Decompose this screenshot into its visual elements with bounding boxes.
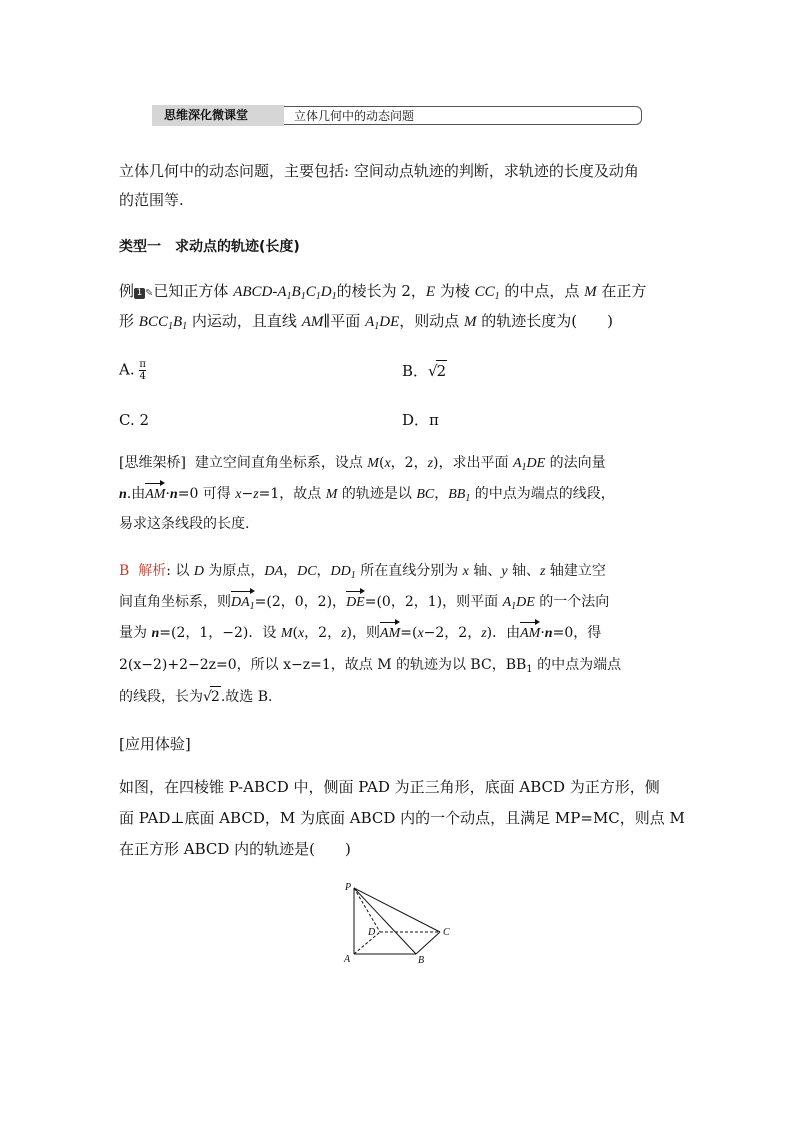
bridge-line-2: n.由AM·n=0 可得 x−z=1，故点 M 的轨迹是以 BC，$BB_1$ 的中点为端点的线段，: [119, 486, 615, 504]
example-line-2: 形 $BCC_1B_1$ 内运动，且直线 AM∥平面 $A_1DE$，则动点 M 的轨迹长度为( ): [119, 312, 613, 332]
practice-line-3: 在正方形 ABCD 内的轨迹是( ): [119, 840, 351, 858]
edge-AD: [354, 932, 380, 954]
option-d: D．π: [402, 411, 439, 429]
edge-BC: [416, 932, 440, 954]
solution-line-4: 2(x−2)+2−2z=0，所以 x−z=1，故点 M 的轨迹为以 BC，$BB_1$ 的中点为端点: [119, 657, 622, 675]
bridge-label: [思维架桥]: [119, 455, 186, 471]
pyramid-figure: [340, 878, 460, 966]
solution-line-5: 的线段，长为√2.故选 B.: [119, 686, 272, 707]
label-B: B: [418, 955, 425, 966]
practice-line-1: 如图，在四棱锥 P-ABCD 中，侧面 PAD 为正三角形，底面 ABCD 为正方形，侧: [119, 778, 660, 796]
solution-line-2: 间直角坐标系，则$DA_1=(2$，0，2)，DE=(0，2，1)，则平面 $A_1DE$ 的一个法向: [119, 594, 610, 612]
solution-line-3: 量为 n=(2，1，−2)．设 M(x，2，z)，则AM=(x−2，2，z)．由AM·n=0，得: [119, 623, 601, 644]
section-banner: [152, 105, 642, 126]
practice-label: [应用体验]: [119, 735, 191, 753]
option-b: B．√2: [402, 362, 447, 380]
label-C: C: [443, 927, 450, 938]
option-c: C. 2: [119, 411, 150, 429]
label-D: D: [368, 927, 376, 938]
edge-PB: [354, 888, 416, 954]
intro-line-1: 立体几何中的动态问题，主要包括: 空间动点轨迹的判断，求轨迹的长度及动角: [119, 162, 639, 180]
banner-subtitle: 立体几何中的动态问题: [284, 106, 642, 125]
banner-tag: 思维深化微课堂: [152, 105, 284, 126]
bridge-line-1: [思维架桥] 建立空间直角坐标系，设点 M(x，2，z)，求出平面 $A_1DE$ 的法向量: [119, 455, 606, 473]
solution-line-1: B 解析: 以 D 为原点，DA，DC，$DD_1$ 所在直线分别为 x 轴、y 轴、z 轴建立空: [119, 563, 606, 581]
type-heading: 类型一 求动点的轨迹(长度): [119, 239, 300, 255]
option-a: A. $\frac{\pi}{4}$: [119, 359, 146, 382]
example-number-badge: 1: [134, 288, 145, 299]
pen-icon: ✎: [145, 288, 154, 299]
example-label: 例: [119, 282, 135, 300]
intro-line-2: 的范围等.: [119, 191, 184, 209]
answer-letter: B: [119, 563, 130, 579]
label-P: P: [345, 882, 352, 893]
solution-label: 解析: [138, 563, 167, 579]
bridge-line-3: 易求这条线段的长度.: [119, 516, 250, 532]
option-a-fraction: $\frac{\pi}{4}$: [139, 359, 146, 382]
practice-line-2: 面 PAD⊥底面 ABCD，M 为底面 ABCD 内的一个动点，且满足 MP=MC，则点 M: [119, 809, 685, 827]
example-line-1: 例 1 ✎已知正方体 ABCD-$A_1B_1C_1D_1$的棱长为 2，E 为棱 $CC_1$ 的中点，点 M 在正方: [119, 282, 647, 302]
label-A: A: [344, 954, 351, 965]
